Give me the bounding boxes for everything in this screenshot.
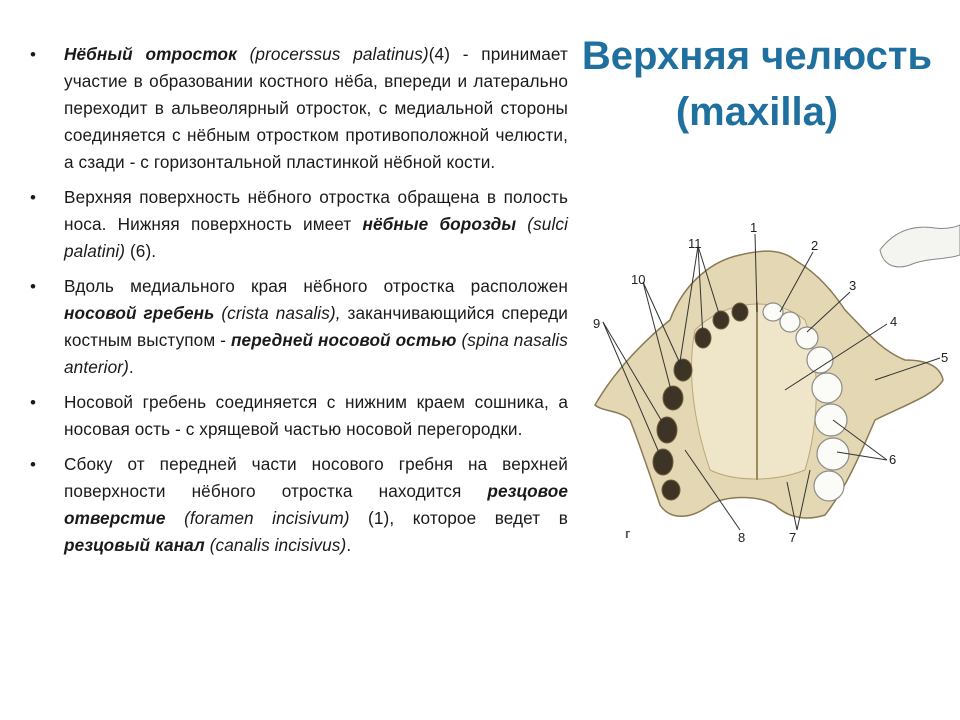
label-5: 5 bbox=[941, 350, 949, 365]
bullet-text: (6). bbox=[125, 241, 157, 261]
figure-corner-label: г bbox=[625, 526, 631, 541]
title-line-2: (maxilla) bbox=[675, 90, 839, 134]
term-emphasis: передней носовой остью bbox=[230, 330, 457, 350]
term-bold bbox=[64, 44, 237, 64]
label-8: 8 bbox=[738, 530, 746, 545]
bullet-item bbox=[30, 451, 568, 559]
latin-term: (canalis incisivus) bbox=[209, 535, 347, 555]
bullet-text bbox=[237, 44, 250, 64]
latin-term: (crista nasalis), bbox=[221, 303, 341, 323]
latin-term: (foramen incisivum) bbox=[184, 508, 350, 528]
term-emphasis: нёбные борозды bbox=[362, 214, 517, 234]
term-emphasis: резцовое отверстие bbox=[64, 481, 568, 528]
bullet-text bbox=[166, 508, 185, 528]
bullet-item bbox=[30, 184, 568, 265]
bullet-text: . bbox=[346, 535, 352, 555]
bullet-text bbox=[516, 214, 527, 234]
label-10: 10 bbox=[631, 272, 646, 287]
label-6: 6 bbox=[889, 452, 897, 467]
latin-term: (spina nasalis anterior) bbox=[64, 330, 568, 377]
bullet-item bbox=[30, 389, 568, 443]
term-bold bbox=[231, 330, 457, 350]
label-3: 3 bbox=[849, 278, 857, 293]
latin-term: (procerssus palatinus) bbox=[249, 44, 429, 64]
label-9: 9 bbox=[593, 316, 601, 331]
bullet-text: Верхняя поверхность нёбного отростка обращена в полость носа. Нижняя поверхность имеет bbox=[64, 187, 568, 234]
latin-term: (sulci palatini) bbox=[64, 214, 568, 261]
term-bold bbox=[363, 214, 517, 234]
bullet-text: заканчивающийся спереди костным выступом - bbox=[64, 303, 568, 350]
bullet-list bbox=[30, 41, 568, 567]
label-2: 2 bbox=[811, 238, 819, 253]
title-line-1: Верхняя челюсть bbox=[581, 34, 933, 78]
bullet-text: (1), которое ведет в bbox=[349, 508, 568, 528]
label-7: 7 bbox=[789, 530, 797, 545]
term-emphasis: носовой гребень bbox=[64, 303, 215, 323]
partial-teeth-corner bbox=[880, 225, 960, 267]
term-bold bbox=[64, 535, 205, 555]
term-emphasis: резцовый канал bbox=[64, 535, 205, 555]
bullet-text: Носовой гребень соединяется с нижним краем сошника, а носовая ость - с хрящевой частью носовой перегородки. bbox=[64, 392, 568, 439]
bullet-item bbox=[30, 41, 568, 176]
bullet-text: Вдоль медиального края нёбного отростка расположен bbox=[64, 276, 568, 296]
term-emphasis: Нёбный отросток bbox=[64, 44, 237, 64]
bullet-text: . bbox=[128, 357, 134, 377]
slide-title bbox=[572, 28, 942, 140]
bullet-text: (4) - принимает участие в образовании костного нёба, впереди и латерально переходит в альвеолярный отросток, с медиальной стороны соединяется с нёбным отростком противоположной челюсти, а сзади - с горизонтальной пластинкой нёбной кости. bbox=[64, 44, 568, 172]
label-11: 11 bbox=[688, 236, 702, 251]
maxilla-figure bbox=[575, 220, 960, 550]
palate-area bbox=[691, 304, 816, 479]
bullet-item bbox=[30, 273, 568, 381]
label-1: 1 bbox=[750, 220, 758, 235]
term-bold bbox=[64, 303, 214, 323]
bullet-text: Сбоку от передней части носового гребня на верхней поверхности нёбного отростка находится bbox=[64, 454, 568, 501]
label-4: 4 bbox=[890, 314, 898, 329]
